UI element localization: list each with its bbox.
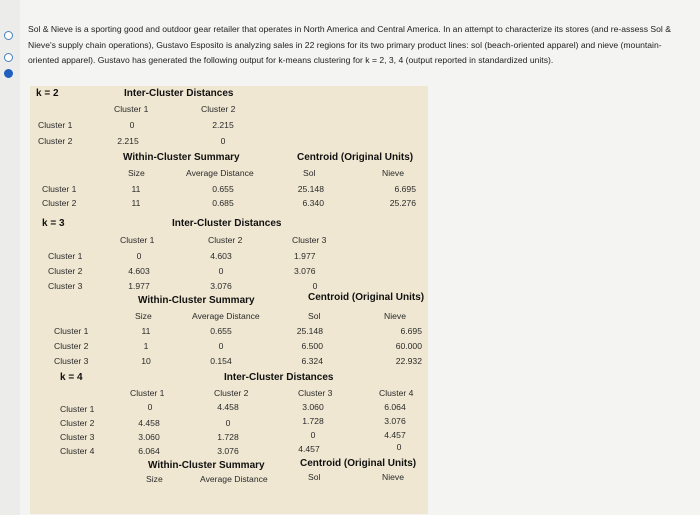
k2-centroid-header: Sol	[303, 168, 316, 178]
k4-inter-title: Inter-Cluster Distances	[224, 372, 334, 383]
k3-summary-row-label: Cluster 1	[54, 326, 89, 336]
k2-summary-row-label: Cluster 1	[42, 184, 77, 194]
k2-summary-row-label: Cluster 2	[42, 198, 77, 208]
k3-row-label: Cluster 3	[48, 281, 83, 291]
k3-cell: 0	[218, 266, 224, 276]
k3-summary-row-label: Cluster 2	[54, 341, 89, 351]
k4-cell: 4.458	[138, 418, 160, 428]
k2-cell: 2.215	[212, 120, 234, 130]
k3-centroid-header: Sol	[308, 311, 321, 321]
k3-label: k = 3	[42, 218, 65, 229]
k4-cell: 3.060	[138, 432, 160, 442]
k4-cell: 4.457	[298, 444, 320, 454]
option-radio-2[interactable]	[4, 53, 13, 62]
k3-nieve: 6.695	[400, 326, 422, 336]
k3-summary-row-label: Cluster 3	[54, 356, 89, 366]
k2-cell: 0	[129, 120, 135, 130]
k4-row-label: Cluster 4	[60, 446, 95, 456]
k4-centroid-title: Centroid (Original Units)	[300, 458, 417, 469]
k4-cell: 1.728	[302, 416, 324, 426]
k3-nieve: 22.932	[395, 356, 422, 366]
k3-summary-title: Within-Cluster Summary	[138, 295, 255, 306]
k4-cell: 4.458	[217, 402, 239, 412]
k3-col-header: Cluster 2	[208, 235, 243, 245]
k3-nieve: 60.000	[395, 341, 422, 351]
k2-sol: 25.148	[297, 184, 324, 194]
k3-cell: 0	[312, 281, 318, 291]
k4-col-header: Cluster 1	[130, 388, 165, 398]
k2-row-label: Cluster 2	[38, 136, 73, 146]
k4-col-header: Cluster 2	[214, 388, 249, 398]
k2-cell: 2.215	[117, 136, 139, 146]
k3-summary-header: Average Distance	[192, 311, 260, 321]
k4-centroid-header: Sol	[308, 472, 321, 482]
k3-avg: 0	[218, 341, 224, 351]
k3-cell: 3.076	[210, 281, 232, 291]
k2-row-label: Cluster 1	[38, 120, 73, 130]
k2-label: k = 2	[36, 88, 59, 99]
k3-cell: 3.076	[294, 266, 316, 276]
k3-avg: 0.655	[210, 326, 232, 336]
k2-nieve: 6.695	[394, 184, 416, 194]
k3-sol: 25.148	[296, 326, 323, 336]
k3-row-label: Cluster 1	[48, 251, 83, 261]
k3-cell: 0	[136, 251, 142, 261]
k3-avg: 0.154	[210, 356, 232, 366]
k2-centroid-title: Centroid (Original Units)	[297, 152, 414, 163]
k3-cell: 1.977	[294, 251, 316, 261]
k3-centroid-title: Centroid (Original Units)	[308, 292, 425, 303]
k4-cell: 0	[310, 430, 316, 440]
k3-cell: 4.603	[128, 266, 150, 276]
k2-summary-header: Size	[128, 168, 145, 178]
k2-avg: 0.655	[212, 184, 234, 194]
k4-summary-title: Within-Cluster Summary	[148, 460, 265, 471]
k3-inter-title: Inter-Cluster Distances	[172, 218, 282, 229]
k2-sol: 6.340	[302, 198, 324, 208]
k2-nieve: 25.276	[389, 198, 416, 208]
k4-cell: 0	[225, 418, 231, 428]
k3-size: 11	[141, 326, 151, 336]
option-radio-3-selected[interactable]	[4, 69, 13, 78]
k4-centroid-header: Nieve	[382, 472, 404, 482]
k4-cell: 0	[396, 442, 402, 452]
question-prompt: Sol & Nieve is a sporting good and outdoor gear retailer that operates in North America and Central America. In an attempt to characterize its stores (and re-assess Sol & Nieve's supply chain operations), Gustavo Esposito is analyzing sales in 22 regions for its two primary product lines: sol (beach-oriented apparel) and nieve (mountain-oriented apparel). Gustavo has generated the following output for k-means clustering for k = 2, 3, 4 (output reported in standardized units).	[28, 24, 671, 65]
k2-size: 11	[131, 198, 141, 208]
k2-summary-title: Within-Cluster Summary	[123, 152, 240, 163]
k2-cell: 0	[220, 136, 226, 146]
clustering-output-panel	[30, 86, 428, 514]
k4-cell: 3.060	[302, 402, 324, 412]
k2-size: 11	[131, 184, 141, 194]
k4-row-label: Cluster 1	[60, 404, 95, 414]
k3-row-label: Cluster 2	[48, 266, 83, 276]
k2-col-header: Cluster 2	[201, 104, 236, 114]
k3-col-header: Cluster 1	[120, 235, 155, 245]
k2-summary-header: Average Distance	[186, 168, 254, 178]
k4-cell: 4.457	[384, 430, 406, 440]
k3-cell: 4.603	[210, 251, 232, 261]
k4-col-header: Cluster 4	[379, 388, 414, 398]
k3-sol: 6.500	[301, 341, 323, 351]
k3-summary-header: Size	[135, 311, 152, 321]
option-radio-1[interactable]	[4, 31, 13, 40]
k3-sol: 6.324	[301, 356, 323, 366]
k2-centroid-header: Nieve	[382, 168, 404, 178]
k4-cell: 3.076	[217, 446, 239, 456]
answer-options-rail	[0, 0, 20, 515]
k3-cell: 1.977	[128, 281, 150, 291]
k2-avg: 0.685	[212, 198, 234, 208]
k3-size: 1	[143, 341, 149, 351]
k3-centroid-header: Nieve	[384, 311, 406, 321]
k4-summary-header: Average Distance	[200, 474, 268, 484]
k4-cell: 6.064	[138, 446, 160, 456]
k3-size: 10	[141, 356, 151, 366]
k4-cell: 0	[147, 402, 153, 412]
k3-col-header: Cluster 3	[292, 235, 327, 245]
k4-row-label: Cluster 2	[60, 418, 95, 428]
k2-inter-title: Inter-Cluster Distances	[124, 88, 234, 99]
k4-cell: 1.728	[217, 432, 239, 442]
k4-col-header: Cluster 3	[298, 388, 333, 398]
k4-cell: 6.064	[384, 402, 406, 412]
k2-col-header: Cluster 1	[114, 104, 149, 114]
k4-summary-header: Size	[146, 474, 163, 484]
k4-label: k = 4	[60, 372, 83, 383]
k4-cell: 3.076	[384, 416, 406, 426]
k4-row-label: Cluster 3	[60, 432, 95, 442]
